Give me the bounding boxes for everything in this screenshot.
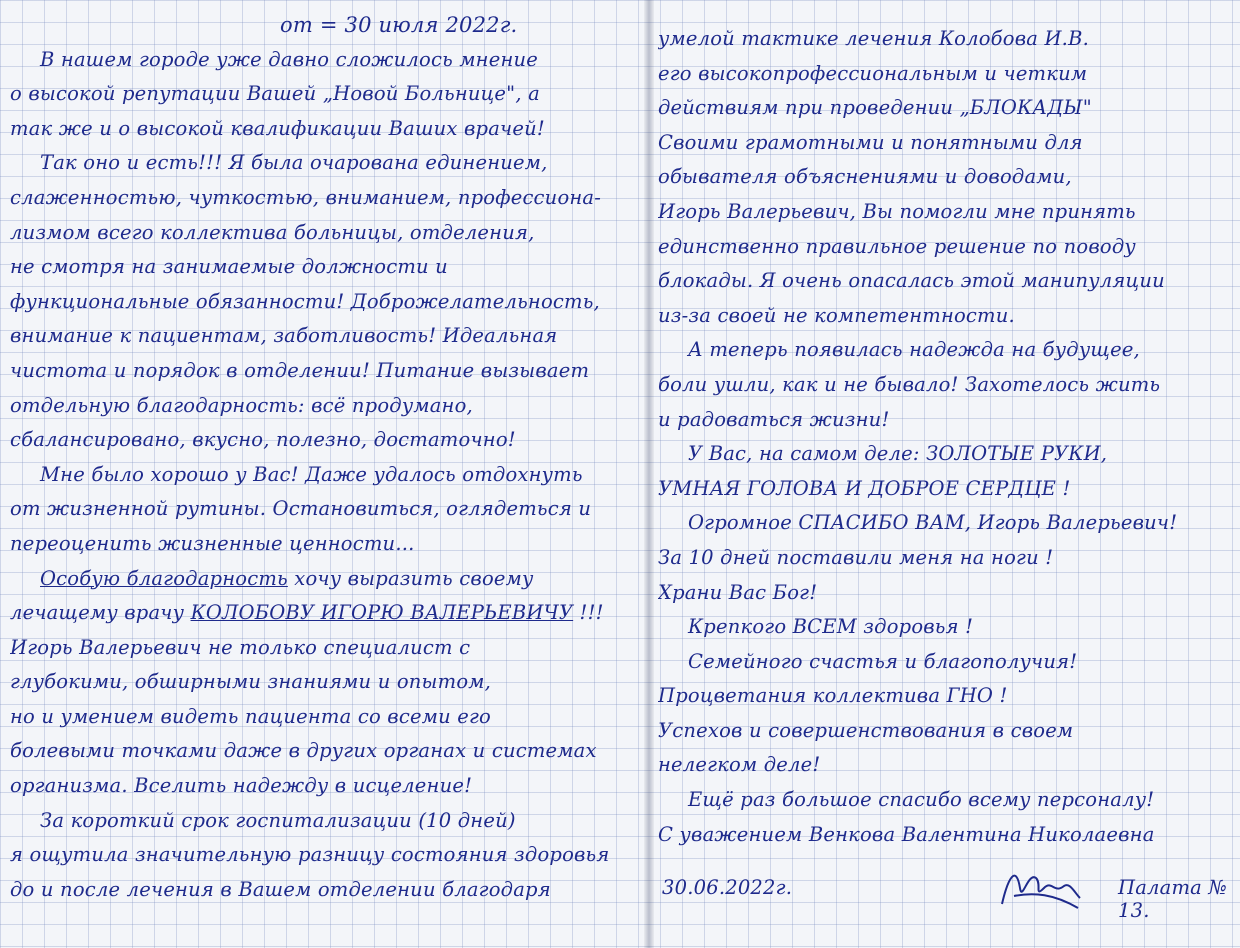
text-line: переоценить жизненные ценности... [10, 531, 415, 555]
text-line: Храни Вас Бог! [658, 580, 818, 604]
text-line: Мне было хорошо у Вас! Даже удалось отдохнуть [40, 462, 583, 486]
text-line: о высокой репутации Вашей „Новой Больнице", а [10, 82, 540, 106]
text-line: функциональные обязанности! Доброжелательность, [10, 289, 600, 313]
text-line: действиям при проведении „БЛОКАДЫ" [658, 96, 1092, 120]
signature-row [658, 858, 1232, 923]
text-line: А теперь появилась надежда на будущее, [688, 338, 1140, 362]
text-line: Процветания коллектива ГНО ! [658, 684, 1008, 708]
text-line: У Вас, на самом деле: ЗОЛОТЫЕ РУКИ, [688, 442, 1108, 466]
text-line: не смотря на занимаемые должности и [10, 255, 448, 279]
doctor-line [10, 596, 634, 631]
text-line: За короткий срок госпитализации (10 дней) [40, 808, 516, 832]
special-thanks-line [10, 562, 634, 597]
text-line: слаженностью, чуткостью, вниманием, профессиона- [10, 185, 602, 209]
text-line: глубокими, обширными знаниями и опытом, [10, 670, 492, 694]
text-line: обывателя объяснениями и доводами, [658, 165, 1072, 189]
special-thanks-rest: хочу выразить своему [287, 566, 534, 590]
letter-date: от = 30 июля 2022г. [280, 13, 518, 37]
text-line: его высокопрофессиональным и четким [658, 61, 1088, 85]
special-thanks-phrase: Особую благодарность [40, 566, 288, 590]
right-page-lines [658, 22, 1232, 852]
text-line: За 10 дней поставили меня на ноги ! [658, 545, 1054, 569]
text-line: Ещё раз большое спасибо всему персоналу! [688, 788, 1155, 812]
text-line: я ощутила значительную разницу состояния здоровья [10, 843, 610, 867]
text-line: В нашем городе уже давно сложилось мнение [40, 47, 539, 71]
text-line: УМНАЯ ГОЛОВА И ДОБРОЕ СЕРДЦЕ ! [658, 476, 1071, 500]
text-line: Успехов и совершенствования в своем [658, 718, 1074, 742]
text-line: лизмом всего коллектива больницы, отделения, [10, 220, 535, 244]
text-line: блокады. Я очень опасалась этой манипуляции [658, 269, 1165, 293]
text-line: боли ушли, как и не бывало! Захотелось жить [658, 372, 1161, 396]
text-line: Игорь Валерьевич не только специалист с [10, 635, 471, 659]
text-line: из-за своей не компетентности. [658, 303, 1015, 327]
right-page [652, 0, 1240, 948]
doctor-name: КОЛОБОВУ ИГОРЮ ВАЛЕРЬЕВИЧУ [190, 601, 574, 625]
text-line: Семейного счастья и благополучия! [688, 649, 1078, 673]
text-line: и радоваться жизни! [658, 407, 890, 431]
text-line: сбалансировано, вкусно, полезно, достаточно! [10, 428, 516, 452]
text-line: Так оно и есть!!! Я была очарована единением, [40, 151, 548, 175]
text-line: Огромное СПАСИБО ВАМ, Игорь Валерьевич! [688, 511, 1178, 535]
text-line: чистота и порядок в отделении! Питание вызывает [10, 358, 590, 382]
text-line: болевыми точками даже в других органах и системах [10, 739, 597, 763]
text-line: умелой тактике лечения Колобова И.В. [658, 27, 1090, 50]
text-line: Игорь Валерьевич, Вы помогли мне принять [658, 199, 1136, 223]
doctor-line-prefix: лечащему врачу [10, 601, 191, 625]
text-line: отдельную благодарность: всё продумано, [10, 393, 473, 417]
text-line: внимание к пациентам, заботливость! Идеальная [10, 324, 558, 348]
ward-number: Палата № 13. [1118, 876, 1228, 923]
text-line: Своими грамотными и понятными для [658, 130, 1083, 154]
text-line: С уважением Венкова Валентина Николаевна [658, 822, 1155, 846]
text-line: но и умением видеть пациента со всеми его [10, 704, 491, 728]
text-line: единственно правильное решение по поводу [658, 234, 1136, 258]
doctor-line-suffix: !!! [573, 601, 604, 625]
text-line: нелегком деле! [658, 753, 821, 777]
text-line: до и после лечения в Вашем отделении благодаря [10, 877, 551, 901]
text-line: так же и о высокой квалификации Ваших врачей! [10, 116, 545, 140]
text-line: организма. Вселить надежду в исцеление! [10, 774, 473, 798]
signature-icon [994, 858, 1084, 914]
text-line: Крепкого ВСЕМ здоровья ! [688, 615, 974, 639]
text-line: от жизненной рутины. Остановиться, оглядеться и [10, 497, 592, 521]
closing-date: 30.06.2022г. [662, 876, 793, 900]
